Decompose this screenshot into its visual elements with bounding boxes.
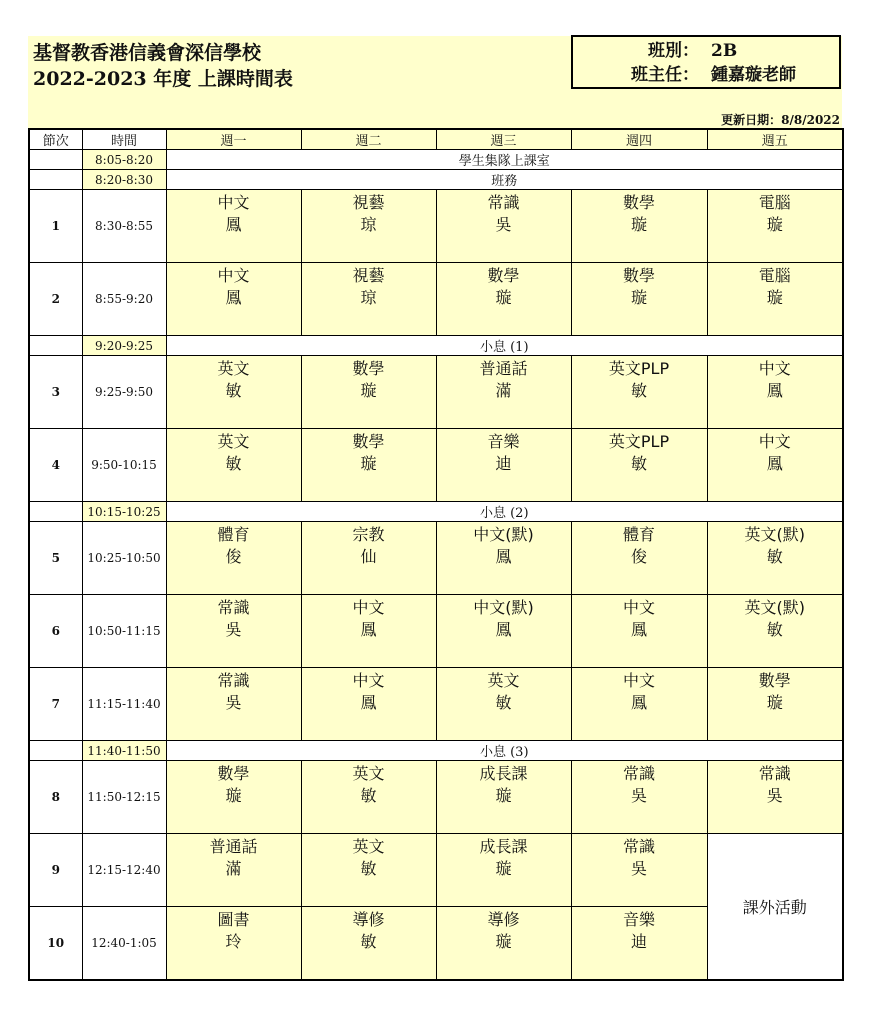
subject-name: 數學 [622, 266, 655, 285]
subject-name: 視藝 [352, 266, 385, 285]
teacher-name: 鳳 [766, 454, 783, 473]
lesson-cell [707, 761, 843, 834]
teacher-name: 璇 [630, 288, 647, 307]
teacher-name: 滿 [495, 381, 512, 400]
time-cell: 8:30-8:55 [82, 190, 166, 263]
subject-name: 音樂 [487, 432, 520, 451]
teacher-name: 鳳 [360, 620, 377, 639]
time-cell: 9:50-10:15 [82, 429, 166, 502]
lesson-cell [166, 190, 301, 263]
day-header-fri: 週五 [707, 129, 843, 150]
teacher-name: 鳳 [630, 620, 647, 639]
period-number: 4 [29, 429, 82, 502]
subject-name: 中文 [352, 598, 385, 617]
teacher-name: 璇 [766, 693, 783, 712]
subject-name: 英文 [217, 432, 250, 451]
subject-name: 中文 [622, 598, 655, 617]
lesson-cell [707, 668, 843, 741]
period-number: 3 [29, 356, 82, 429]
lesson-cell [301, 263, 436, 336]
time-cell: 11:50-12:15 [82, 761, 166, 834]
time-cell: 10:50-11:15 [82, 595, 166, 668]
teacher-name: 璇 [630, 215, 647, 234]
assembly-row [29, 150, 843, 170]
day-header-thu: 週四 [571, 129, 707, 150]
subject-name: 成長課 [479, 837, 528, 856]
class-info-box [571, 35, 841, 89]
lesson-cell [436, 522, 571, 595]
subject-name: 普通話 [479, 359, 528, 378]
time-cell: 8:20-8:30 [82, 170, 166, 190]
lesson-row [29, 429, 843, 502]
period-number: 9 [29, 834, 82, 907]
timetable [28, 128, 844, 981]
lesson-cell [707, 595, 843, 668]
lesson-cell [301, 190, 436, 263]
lesson-cell [436, 595, 571, 668]
day-header-wed: 週三 [436, 129, 571, 150]
lesson-cell [166, 834, 301, 907]
teacher-name: 玲 [225, 932, 242, 951]
teacher-name: 吳 [766, 786, 783, 805]
school-name: 基督教香港信義會深信學校 [33, 42, 262, 64]
teacher-name: 敏 [360, 786, 377, 805]
teacher-name: 迪 [495, 454, 512, 473]
subject-name: 常識 [487, 193, 520, 212]
teacher-name: 敏 [225, 381, 242, 400]
subject-name: 普通話 [209, 837, 258, 856]
teacher-name: 鳳 [630, 693, 647, 712]
lesson-cell [571, 263, 707, 336]
lesson-cell [301, 429, 436, 502]
break-label: 小息 (1) [166, 336, 843, 356]
time-cell: 10:25-10:50 [82, 522, 166, 595]
subject-name: 圖書 [217, 910, 250, 929]
teacher-name: 敏 [766, 620, 783, 639]
lesson-cell [436, 190, 571, 263]
subject-name: 數學 [487, 266, 520, 285]
lesson-cell [436, 834, 571, 907]
teacher-name: 敏 [360, 859, 377, 878]
subject-name: 宗教 [352, 525, 385, 544]
teacher-name: 璇 [766, 215, 783, 234]
subject-name: 英文(默) [744, 598, 805, 617]
teacher-name: 俊 [225, 547, 242, 566]
period-number: 2 [29, 263, 82, 336]
teacher-name: 吳 [225, 620, 242, 639]
period-number: 5 [29, 522, 82, 595]
lesson-row [29, 761, 843, 834]
subject-name: 中文(默) [473, 525, 534, 544]
lesson-cell [707, 263, 843, 336]
time-cell: 9:20-9:25 [82, 336, 166, 356]
period-number: 1 [29, 190, 82, 263]
lesson-cell [436, 263, 571, 336]
teacher-name: 敏 [630, 454, 647, 473]
lesson-row [29, 263, 843, 336]
lesson-cell [571, 595, 707, 668]
lesson-cell [571, 907, 707, 981]
lesson-cell [571, 668, 707, 741]
time-cell: 8:05-8:20 [82, 150, 166, 170]
break-label: 小息 (2) [166, 502, 843, 522]
subject-name: 數學 [352, 432, 385, 451]
lesson-cell [436, 761, 571, 834]
subject-name: 英文 [352, 837, 385, 856]
subject-name: 常識 [217, 671, 250, 690]
period-number: 8 [29, 761, 82, 834]
teacher-name: 璇 [495, 786, 512, 805]
subject-name: 中文 [758, 359, 791, 378]
subject-name: 導修 [487, 910, 520, 929]
class-value: 2B [711, 41, 738, 61]
lesson-cell [707, 429, 843, 502]
lesson-cell [571, 761, 707, 834]
period-cell [29, 336, 82, 356]
timetable-body [29, 150, 843, 981]
assembly-label: 班務 [166, 170, 843, 190]
lesson-cell [571, 522, 707, 595]
lesson-cell [301, 834, 436, 907]
teacher-name: 敏 [360, 932, 377, 951]
subject-name: 英文(默) [744, 525, 805, 544]
time-cell: 10:15-10:25 [82, 502, 166, 522]
lesson-cell [166, 761, 301, 834]
updated-date: 更新日期：8/8/2022 [721, 113, 840, 127]
lesson-cell [436, 356, 571, 429]
teacher-name: 敏 [766, 547, 783, 566]
assembly-label: 學生集隊上課室 [166, 150, 843, 170]
lesson-cell [166, 356, 301, 429]
class-label: 班別： [648, 41, 699, 61]
subject-name: 中文 [758, 432, 791, 451]
subject-name: 常識 [622, 764, 655, 783]
lesson-row [29, 834, 843, 907]
teacher-name: 琼 [360, 215, 377, 234]
teacher-name: 仙 [360, 547, 377, 566]
teacher-name: 吳 [495, 215, 512, 234]
lesson-row [29, 668, 843, 741]
lesson-cell [166, 907, 301, 981]
lesson-cell [571, 190, 707, 263]
lesson-cell [571, 356, 707, 429]
period-cell [29, 170, 82, 190]
lesson-cell [571, 429, 707, 502]
lesson-cell [166, 522, 301, 595]
subject-name: 英文 [487, 671, 520, 690]
time-cell: 9:25-9:50 [82, 356, 166, 429]
subject-name: 數學 [217, 764, 250, 783]
break-row [29, 336, 843, 356]
time-cell: 11:15-11:40 [82, 668, 166, 741]
time-cell: 12:15-12:40 [82, 834, 166, 907]
lesson-cell [436, 907, 571, 981]
lesson-cell [166, 429, 301, 502]
lesson-cell [707, 522, 843, 595]
lesson-cell [571, 834, 707, 907]
subject-name: 視藝 [352, 193, 385, 212]
teacher-name: 鳳 [225, 288, 242, 307]
period-cell [29, 741, 82, 761]
subject-name: 數學 [352, 359, 385, 378]
time-cell: 11:40-11:50 [82, 741, 166, 761]
subject-name: 數學 [622, 193, 655, 212]
lesson-row [29, 190, 843, 263]
subject-name: 英文 [217, 359, 250, 378]
lesson-cell [436, 429, 571, 502]
lesson-row [29, 356, 843, 429]
subject-name: 導修 [352, 910, 385, 929]
break-label: 小息 (3) [166, 741, 843, 761]
extracurricular-cell: 課外活動 [707, 834, 843, 981]
time-cell: 8:55-9:20 [82, 263, 166, 336]
time-cell: 12:40-1:05 [82, 907, 166, 981]
teacher-name: 璇 [360, 381, 377, 400]
subject-name: 電腦 [758, 266, 791, 285]
column-header-row [29, 129, 843, 150]
lesson-cell [166, 595, 301, 668]
day-header-tue: 週二 [301, 129, 436, 150]
period-number: 7 [29, 668, 82, 741]
period-number: 6 [29, 595, 82, 668]
teacher-label: 班主任： [631, 65, 699, 85]
lesson-cell [301, 761, 436, 834]
teacher-name: 敏 [630, 381, 647, 400]
break-row [29, 502, 843, 522]
subject-name: 體育 [622, 525, 655, 544]
period-cell [29, 150, 82, 170]
teacher-name: 迪 [630, 932, 647, 951]
teacher-value: 鍾嘉璇老師 [711, 65, 796, 85]
lesson-cell [301, 522, 436, 595]
teacher-name: 滿 [225, 859, 242, 878]
assembly-row [29, 170, 843, 190]
lesson-cell [301, 356, 436, 429]
subject-name: 音樂 [622, 910, 655, 929]
period-cell [29, 502, 82, 522]
period-number: 10 [29, 907, 82, 981]
teacher-name: 璇 [495, 859, 512, 878]
lesson-cell [436, 668, 571, 741]
teacher-name: 鳳 [495, 620, 512, 639]
lesson-cell [301, 668, 436, 741]
teacher-name: 璇 [495, 932, 512, 951]
teacher-name: 璇 [225, 786, 242, 805]
lesson-row [29, 522, 843, 595]
teacher-name: 璇 [495, 288, 512, 307]
lesson-cell [166, 263, 301, 336]
subject-name: 中文 [217, 193, 250, 212]
teacher-name: 吳 [630, 786, 647, 805]
subject-name: 成長課 [479, 764, 528, 783]
subject-name: 常識 [622, 837, 655, 856]
subject-name: 中文(默) [473, 598, 534, 617]
lesson-cell [301, 595, 436, 668]
subject-name: 英文PLP [608, 432, 670, 451]
timetable-title: 2022-2023 年度 上課時間表 [33, 68, 293, 90]
teacher-name: 俊 [630, 547, 647, 566]
subject-name: 電腦 [758, 193, 791, 212]
break-row [29, 741, 843, 761]
teacher-name: 璇 [766, 288, 783, 307]
lesson-cell [707, 356, 843, 429]
subject-name: 英文 [352, 764, 385, 783]
subject-name: 中文 [622, 671, 655, 690]
subject-name: 常識 [217, 598, 250, 617]
teacher-name: 敏 [495, 693, 512, 712]
subject-name: 中文 [352, 671, 385, 690]
teacher-name: 琼 [360, 288, 377, 307]
teacher-name: 鳳 [360, 693, 377, 712]
teacher-name: 鳳 [225, 215, 242, 234]
teacher-name: 吳 [225, 693, 242, 712]
teacher-name: 璇 [360, 454, 377, 473]
subject-name: 中文 [217, 266, 250, 285]
subject-name: 英文PLP [608, 359, 670, 378]
lesson-cell [166, 668, 301, 741]
teacher-name: 敏 [225, 454, 242, 473]
lesson-cell [707, 190, 843, 263]
day-header-mon: 週一 [166, 129, 301, 150]
subject-name: 常識 [758, 764, 791, 783]
lesson-row [29, 595, 843, 668]
teacher-name: 吳 [630, 859, 647, 878]
time-header: 時間 [82, 129, 166, 150]
subject-name: 體育 [217, 525, 250, 544]
teacher-name: 鳳 [495, 547, 512, 566]
subject-name: 數學 [758, 671, 791, 690]
teacher-name: 鳳 [766, 381, 783, 400]
period-header: 節次 [29, 129, 82, 150]
lesson-cell [301, 907, 436, 981]
